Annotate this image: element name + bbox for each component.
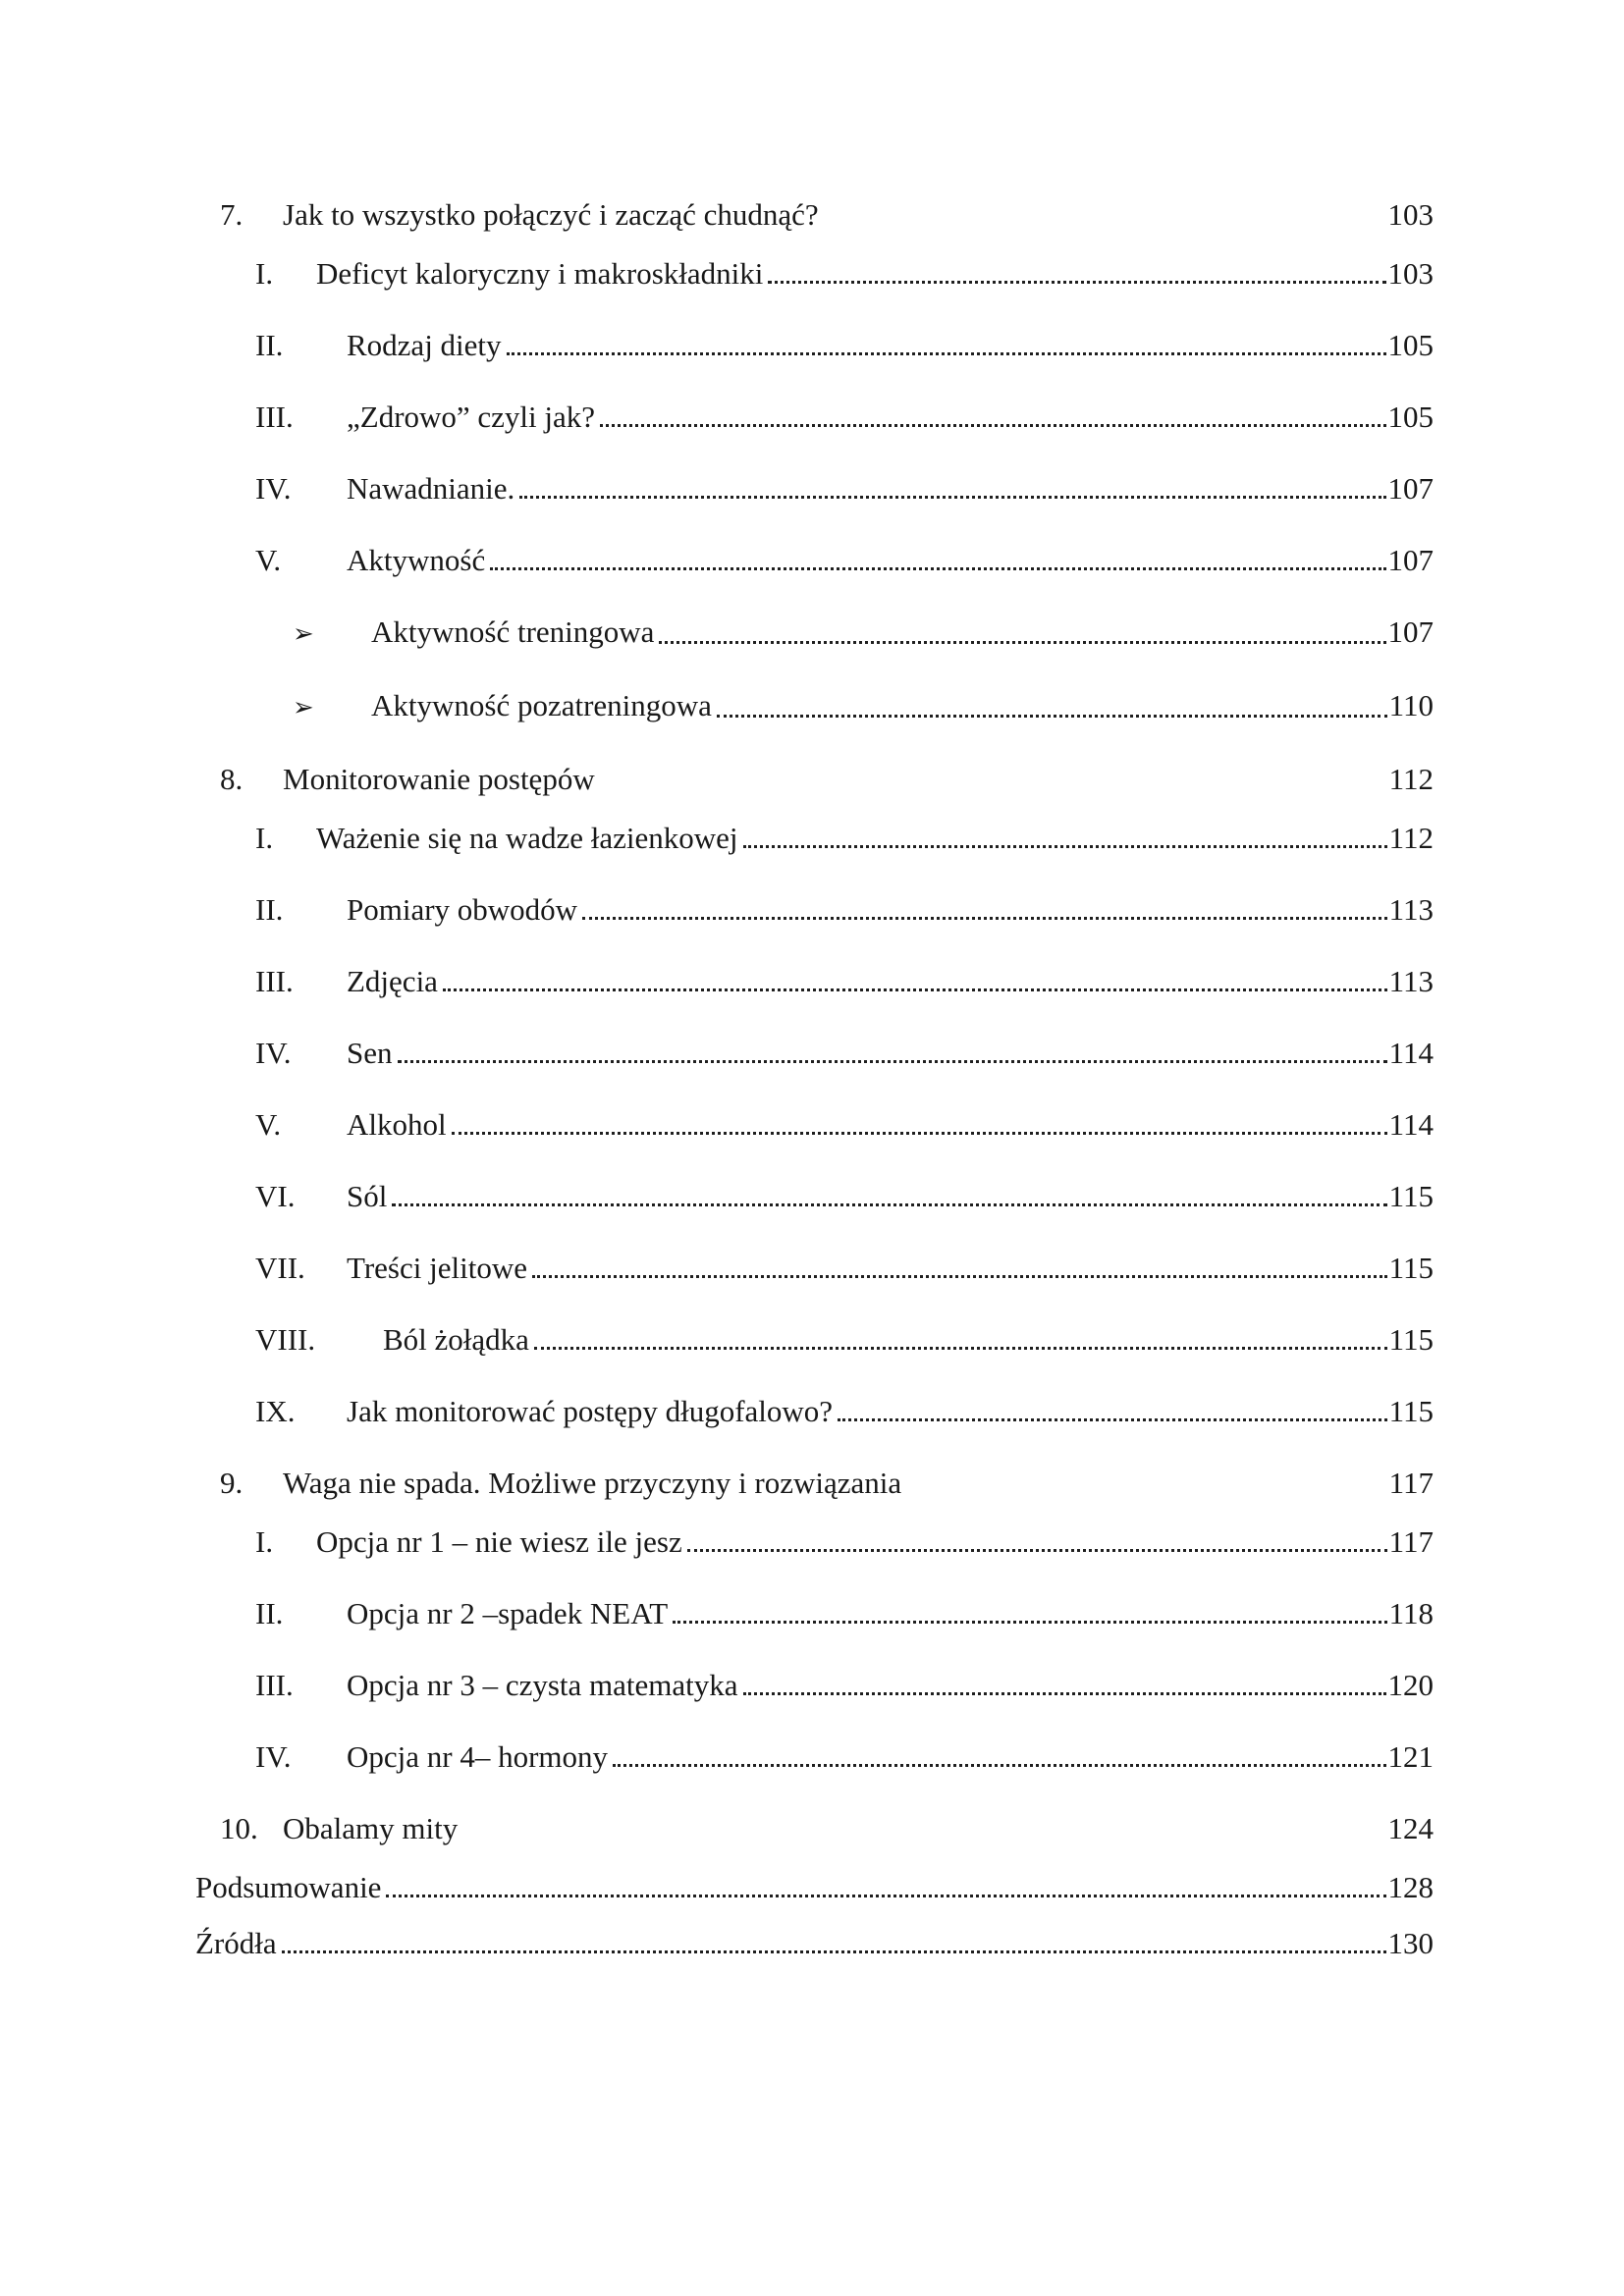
toc-entry-title: Opcja nr 4– hormony xyxy=(347,1739,609,1774)
leader-dots xyxy=(532,1275,1387,1278)
toc-entry[interactable] xyxy=(255,1596,1434,1631)
toc-entry-page: 118 xyxy=(1388,1596,1434,1630)
leader-dots xyxy=(282,1950,1386,1953)
toc-entry-page: 103 xyxy=(1387,197,1434,232)
toc-entry-title: Aktywność pozatreningowa xyxy=(371,688,712,722)
toc-entry-page: 115 xyxy=(1388,1394,1434,1428)
leader-dots xyxy=(392,1203,1386,1206)
toc-entry[interactable] xyxy=(255,1394,1434,1429)
toc-entry-page: 110 xyxy=(1388,688,1434,722)
toc-entry-page: 107 xyxy=(1387,543,1434,577)
toc-entry-title: Opcja nr 1 – nie wiesz ile jesz xyxy=(316,1524,682,1559)
toc-entry-title: „Zdrowo” czyli jak? xyxy=(347,400,596,434)
toc-entry[interactable] xyxy=(255,328,1434,363)
toc-entry-page: 120 xyxy=(1387,1668,1434,1702)
toc-entry-number: 7. xyxy=(220,197,244,232)
toc-entry[interactable] xyxy=(220,1466,1434,1501)
leader-dots xyxy=(743,1692,1386,1695)
toc-entry-number: V. xyxy=(255,1107,282,1142)
toc-entry-page: 105 xyxy=(1387,328,1434,362)
toc-entry[interactable] xyxy=(255,1668,1434,1703)
leader-dots xyxy=(687,1549,1387,1552)
leader-dots xyxy=(743,845,1387,848)
toc-entry-number: III. xyxy=(255,1668,294,1702)
leader-dots xyxy=(452,1132,1387,1135)
toc-entry-page: 107 xyxy=(1387,614,1434,649)
leader-dots xyxy=(534,1347,1387,1350)
toc-entry-title: Rodzaj diety xyxy=(347,328,502,362)
toc-entry-page: 117 xyxy=(1388,1466,1434,1500)
toc-entry-page: 112 xyxy=(1388,762,1434,796)
toc-entry[interactable] xyxy=(220,197,1434,233)
leader-dots xyxy=(600,424,1385,427)
toc-entry[interactable] xyxy=(255,1322,1434,1358)
leader-dots xyxy=(838,1418,1387,1421)
toc-entry-title: Sól xyxy=(347,1179,388,1213)
toc-entry[interactable] xyxy=(293,614,1434,652)
leader-dots xyxy=(673,1621,1387,1624)
toc-entry-page: 115 xyxy=(1388,1179,1434,1213)
toc-entry[interactable] xyxy=(255,400,1434,435)
toc-entry[interactable] xyxy=(220,1811,1434,1846)
toc-entry-title: Waga nie spada. Możliwe przyczyny i rozwiązania xyxy=(283,1466,902,1500)
toc-entry-number: IX. xyxy=(255,1394,296,1428)
toc-entry-number: V. xyxy=(255,543,282,577)
toc-entry-number: 10. xyxy=(220,1811,258,1845)
toc-entry-title: Ból żołądka xyxy=(383,1322,529,1357)
toc-entry-title: Obalamy mity xyxy=(283,1811,459,1845)
toc-entry-title: Jak monitorować postępy długofalowo? xyxy=(347,1394,834,1428)
leader-dots xyxy=(386,1895,1385,1897)
leader-dots xyxy=(613,1764,1385,1767)
toc-entry[interactable] xyxy=(255,1739,1434,1775)
leader-dots xyxy=(490,567,1385,570)
toc-entry[interactable] xyxy=(195,1926,1434,1961)
leader-dots xyxy=(582,917,1387,920)
toc-entry-title: Opcja nr 3 – czysta matematyka xyxy=(347,1668,738,1702)
toc-entry-title: Sen xyxy=(347,1036,393,1070)
toc-entry-number: II. xyxy=(255,892,284,927)
toc-entry-page: 115 xyxy=(1388,1322,1434,1357)
toc-entry-title: Treści jelitowe xyxy=(347,1251,527,1285)
toc-entry[interactable] xyxy=(220,762,1434,797)
toc-entry-page: 103 xyxy=(1387,256,1434,291)
leader-dots xyxy=(507,352,1386,355)
toc-entry-title: Zdjęcia xyxy=(347,964,438,998)
toc-entry-number: VI. xyxy=(255,1179,296,1213)
toc-entry-page: 121 xyxy=(1387,1739,1434,1774)
toc-entry[interactable] xyxy=(255,543,1434,578)
toc-entry-title: Alkohol xyxy=(347,1107,447,1142)
toc-entry-page: 114 xyxy=(1388,1107,1434,1142)
toc-entry-number: IV. xyxy=(255,1036,292,1070)
toc-entry-page: 113 xyxy=(1388,892,1434,927)
toc-entry-title: Monitorowanie postępów xyxy=(283,762,595,796)
toc-entry-number: IV. xyxy=(255,1739,292,1774)
arrow-bullet-icon: ➢ xyxy=(293,693,314,722)
toc-entry[interactable] xyxy=(255,471,1434,507)
toc xyxy=(195,197,1434,1961)
leader-dots xyxy=(659,641,1385,644)
leader-dots xyxy=(443,988,1387,991)
toc-entry[interactable] xyxy=(255,256,1434,292)
toc-entry-title: Opcja nr 2 –spadek NEAT xyxy=(347,1596,669,1630)
toc-entry-page: 117 xyxy=(1388,1524,1434,1559)
toc-entry-page: 128 xyxy=(1387,1870,1434,1904)
leader-dots xyxy=(768,281,1385,284)
toc-entry-number: IV. xyxy=(255,471,292,506)
toc-entry-page: 112 xyxy=(1388,821,1434,855)
toc-entry-title: Pomiary obwodów xyxy=(347,892,578,927)
toc-entry[interactable] xyxy=(255,1107,1434,1143)
toc-entry-title: Aktywność treningowa xyxy=(371,614,655,649)
toc-entry-page: 113 xyxy=(1388,964,1434,998)
toc-entry-page: 114 xyxy=(1388,1036,1434,1070)
toc-entry-number: VII. xyxy=(255,1251,305,1285)
toc-entry[interactable] xyxy=(255,1251,1434,1286)
toc-entry-number: 8. xyxy=(220,762,244,796)
toc-entry-title: Ważenie się na wadze łazienkowej xyxy=(316,821,738,855)
toc-entry-number: III. xyxy=(255,964,294,998)
leader-dots xyxy=(398,1060,1387,1063)
arrow-bullet-icon: ➢ xyxy=(293,619,314,649)
toc-entry[interactable] xyxy=(255,821,1434,856)
toc-entry[interactable] xyxy=(255,892,1434,928)
toc-entry[interactable] xyxy=(255,1179,1434,1214)
toc-entry[interactable] xyxy=(255,1524,1434,1560)
toc-entry-page: 130 xyxy=(1387,1926,1434,1960)
toc-entry-number: VIII. xyxy=(255,1322,316,1357)
leader-dots xyxy=(519,496,1385,499)
toc-entry-title: Źródła xyxy=(195,1926,277,1960)
toc-entry-title: Jak to wszystko połączyć i zacząć chudnąć? xyxy=(283,197,819,232)
toc-entry[interactable] xyxy=(195,1870,1434,1905)
toc-entry-page: 107 xyxy=(1387,471,1434,506)
toc-entry[interactable] xyxy=(293,688,1434,725)
toc-entry-number: I. xyxy=(255,1524,274,1559)
leader-dots xyxy=(717,715,1387,718)
toc-entry-number: II. xyxy=(255,1596,284,1630)
toc-entry-page: 124 xyxy=(1387,1811,1434,1845)
toc-entry[interactable] xyxy=(255,1036,1434,1071)
toc-entry-number: III. xyxy=(255,400,294,434)
toc-entry-page: 105 xyxy=(1387,400,1434,434)
toc-entry-title: Aktywność xyxy=(347,543,486,577)
toc-entry-title: Deficyt kaloryczny i makroskładniki xyxy=(316,256,764,291)
toc-entry-number: I. xyxy=(255,821,274,855)
toc-entry-number: II. xyxy=(255,328,284,362)
toc-entry-number: I. xyxy=(255,256,274,291)
toc-entry-title: Nawadnianie. xyxy=(347,471,515,506)
toc-entry-page: 115 xyxy=(1388,1251,1434,1285)
toc-entry-number: 9. xyxy=(220,1466,244,1500)
toc-entry-title: Podsumowanie xyxy=(195,1870,382,1904)
toc-entry[interactable] xyxy=(255,964,1434,999)
